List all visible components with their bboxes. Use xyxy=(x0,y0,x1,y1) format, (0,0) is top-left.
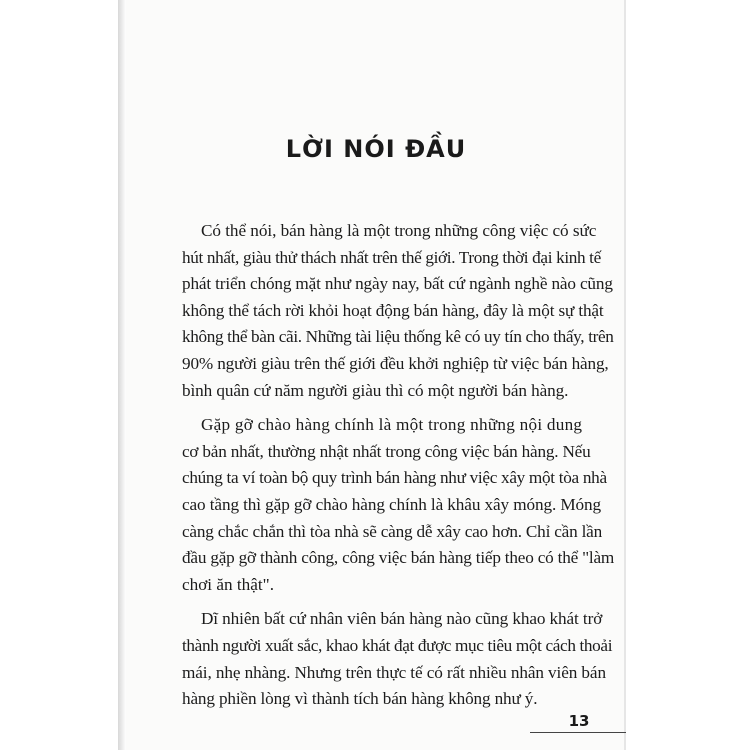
text-line: hút nhất, giàu thử thách nhất trên thế giới. Trong thời đại kinh tế xyxy=(182,247,601,267)
book-page xyxy=(126,0,626,750)
book-spine-shadow xyxy=(118,0,126,750)
text-line: Dĩ nhiên bất cứ nhân viên bán hàng nào cũng khao khát trở xyxy=(201,609,603,629)
text-line: không thể bàn cãi. Những tài liệu thống kê có uy tín cho thấy, trên xyxy=(182,327,614,347)
page-title: LỜI NÓI ĐẦU xyxy=(285,135,467,163)
body-text xyxy=(182,218,615,721)
text-line: 90% người giàu trên thế giới đều khởi nghiệp từ việc bán hàng, xyxy=(182,353,609,373)
text-line: phát triển chóng mặt như ngày nay, bất cứ ngành nghề nào cũng xyxy=(182,274,613,294)
text-line: mái, nhẹ nhàng. Nhưng trên thực tế có rất nhiều nhân viên bán xyxy=(182,662,606,682)
paragraph-3 xyxy=(182,606,613,712)
text-line: chúng ta ví toàn bộ quy trình bán hàng như việc xây một tòa nhà xyxy=(182,468,607,488)
text-line: hàng phiền lòng vì thành tích bán hàng không như ý. xyxy=(182,689,538,709)
text-line: cơ bản nhất, thường nhật nhất trong công việc bán hàng. Nếu xyxy=(182,441,591,461)
paragraph-2 xyxy=(182,412,615,598)
text-line: thành người xuất sắc, khao khát đạt được mục tiêu một cách thoải xyxy=(182,635,613,655)
text-line: Có thể nói, bán hàng là một trong những công việc có sức xyxy=(201,221,597,240)
text-line: bình quân cứ năm người giàu thì có một người bán hàng. xyxy=(182,380,569,400)
text-line: không thể tách rời khỏi hoạt động bán hàng, đây là một sự thật xyxy=(182,300,604,320)
text-line: càng chắc chắn thì tòa nhà sẽ càng dễ xây cao hơn. Chỉ cần lần xyxy=(182,521,602,541)
text-line: cao tầng thì gặp gỡ chào hàng chính là khâu xây móng. Móng xyxy=(182,494,602,514)
page-number-underline xyxy=(530,732,626,733)
text-line: chơi ăn thật". xyxy=(182,574,274,594)
paragraph-1 xyxy=(182,218,614,404)
page-number: 13 xyxy=(568,712,590,730)
text-line: Gặp gỡ chào hàng chính là một trong những nội dung xyxy=(201,415,583,435)
text-line: đầu gặp gỡ thành công, công việc bán hàng tiếp theo có thể "làm xyxy=(182,548,615,568)
